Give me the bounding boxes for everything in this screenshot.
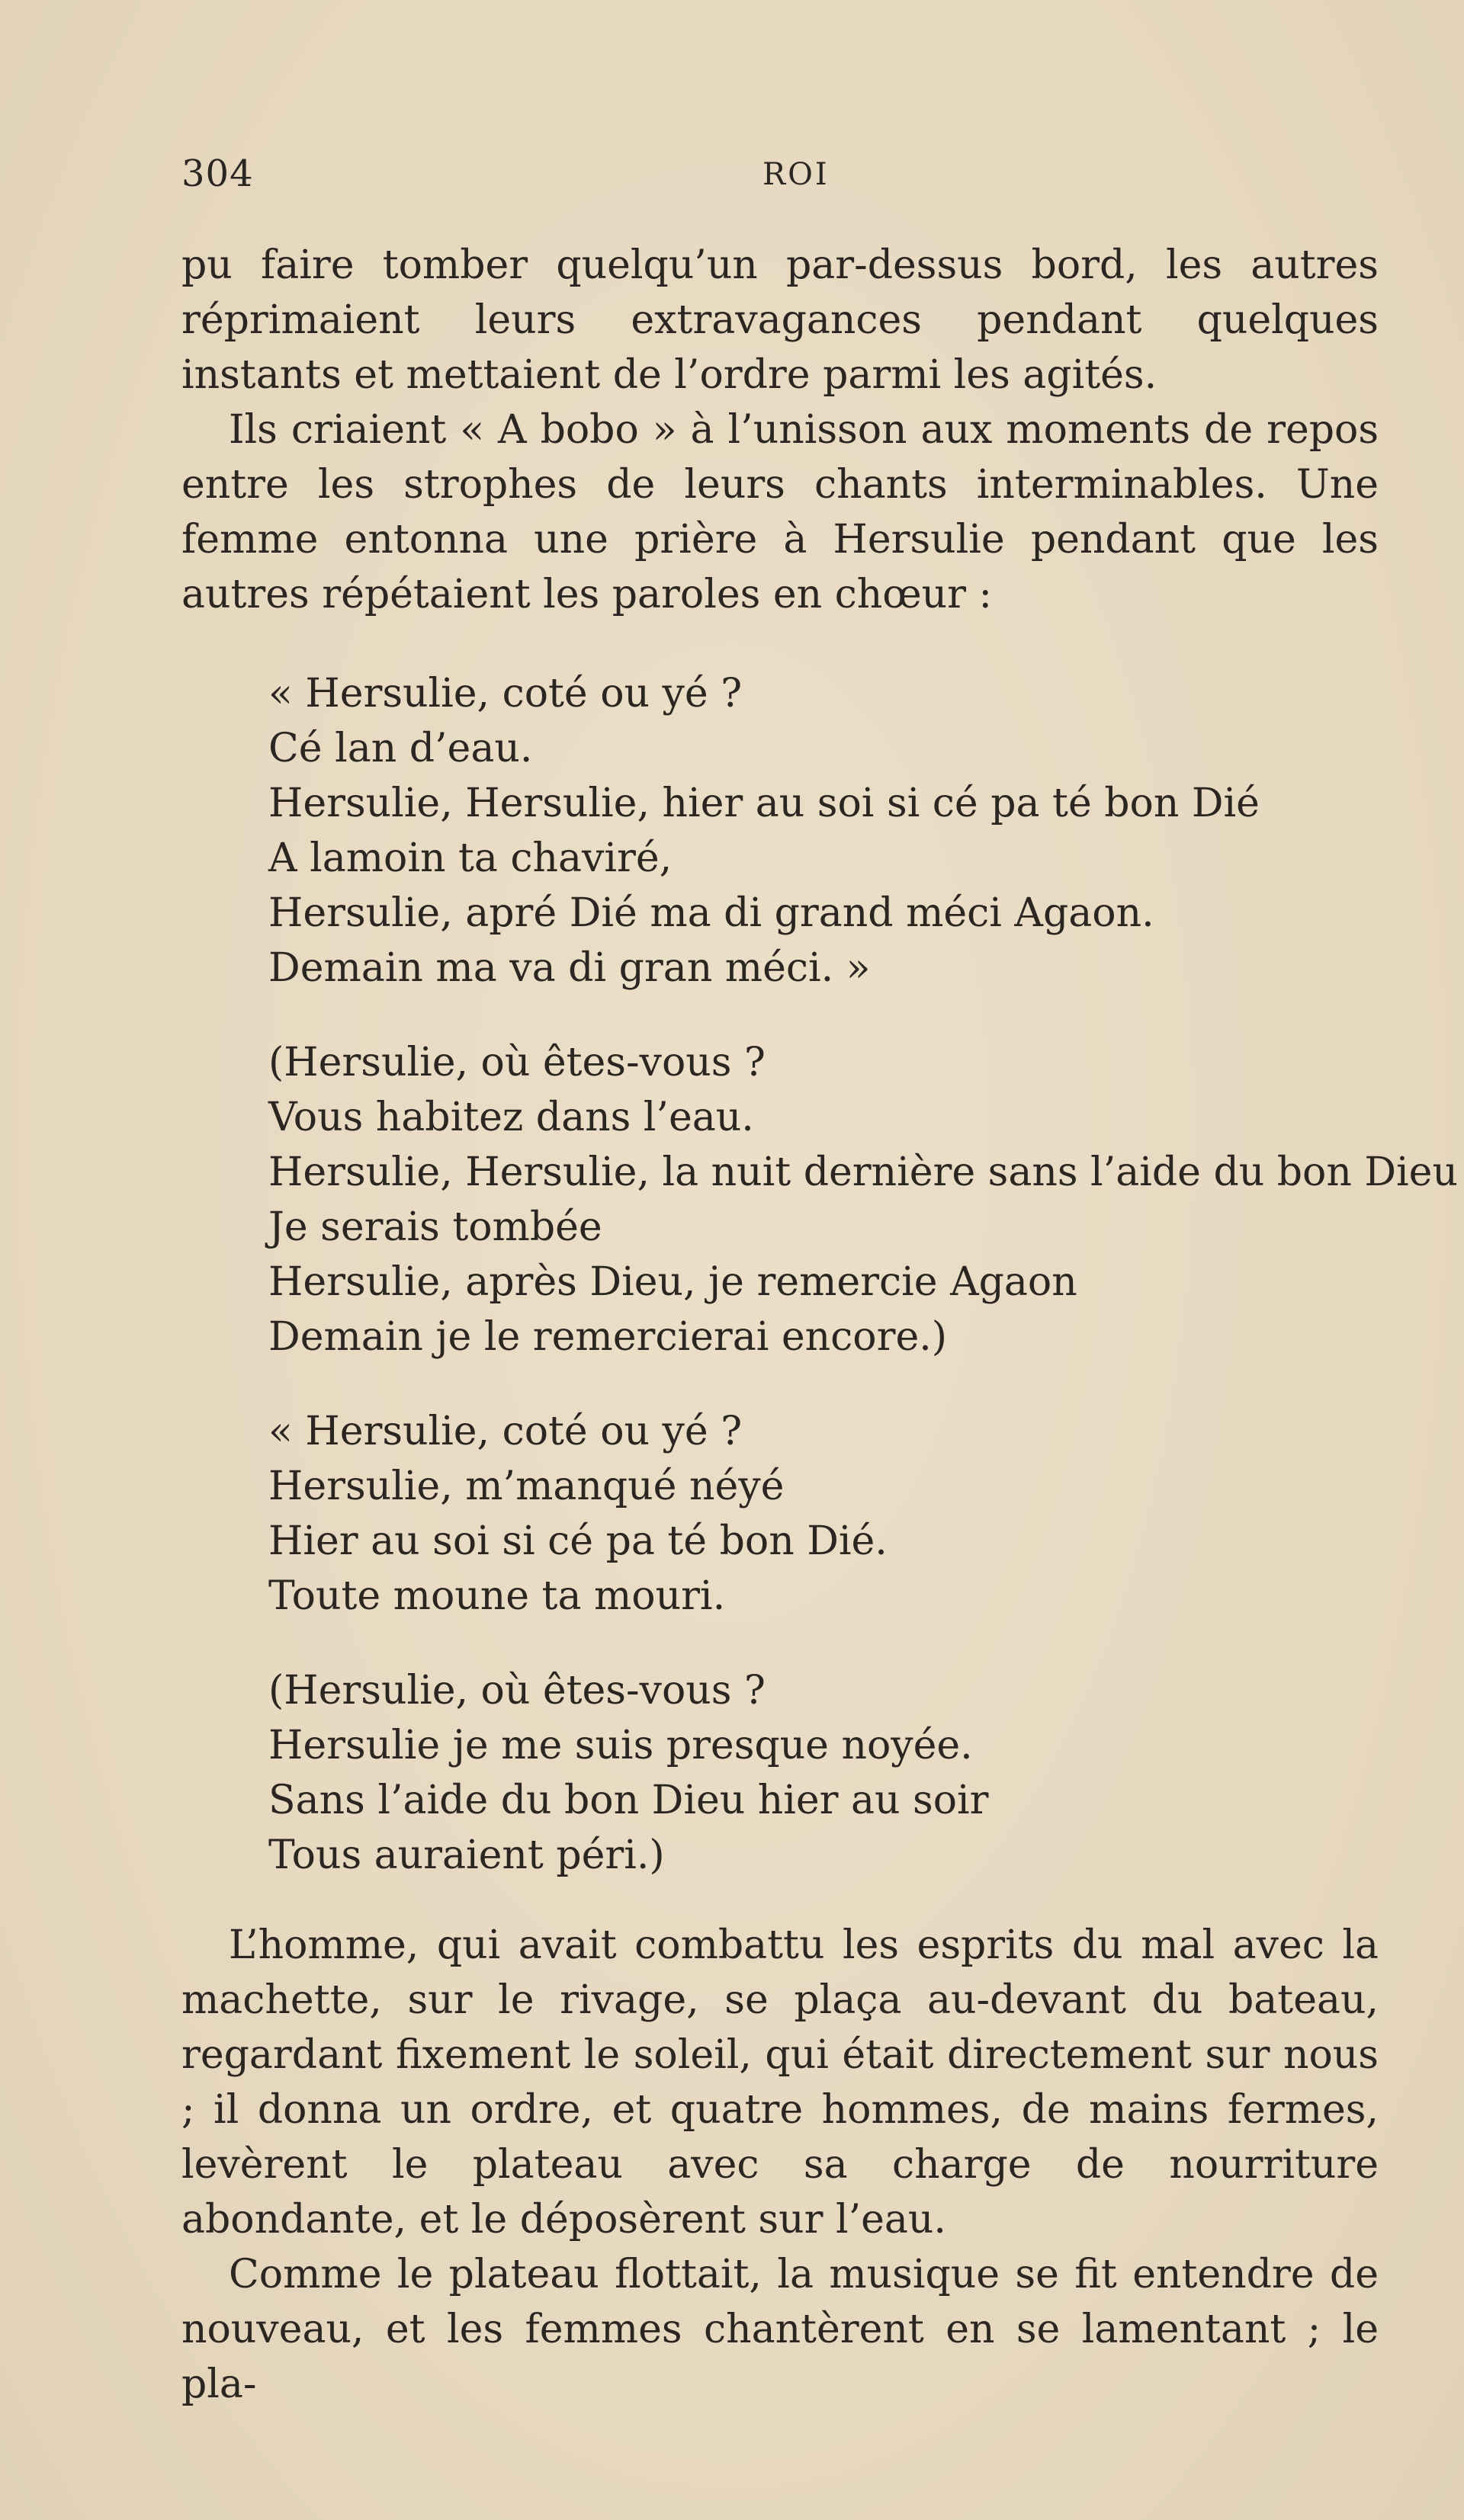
paragraph: Ils criaient « A bobo » à l’unisson aux moments de repos entre les strophes de leurs chants interminables. Une femme entonna une prière à Hersulie pendant que les autres répétaient les paroles en chœur : <box>181 407 1379 617</box>
running-head <box>0 152 1464 206</box>
verse-line: Hier au soi si cé pa té bon Dié. <box>268 1518 888 1564</box>
verse-line: Toute moune ta mouri. <box>268 1573 726 1619</box>
verse-stanza <box>181 1663 1379 1883</box>
verse-line: « Hersulie, coté ou yé ? <box>268 671 743 717</box>
verse-line: Hersulie, apré Dié ma di grand méci Agaon. <box>268 890 1154 936</box>
paragraph: pu faire tomber quelqu’un par-dessus bord, les autres réprimaient leurs extravagances pendant quelques instants et mettaient de l’ordre parmi les agités. <box>181 242 1379 398</box>
verse-line: Vous habitez dans l’eau. <box>268 1095 754 1140</box>
paragraph: Comme le plateau flottait, la musique se fit entendre de nouveau, et les femmes chantèrent en se lamentant ; le pla- <box>181 2252 1379 2407</box>
verse-line: Sans l’aide du bon Dieu hier au soir <box>268 1778 989 1823</box>
running-title: ROI <box>762 157 830 192</box>
verse-line: Hersulie, après Dieu, je remercie Agaon <box>268 1259 1077 1305</box>
verse-line: Hersulie je me suis presque noyée. <box>268 1723 973 1768</box>
verse-line: (Hersulie, où êtes-vous ? <box>268 1040 766 1085</box>
verse-stanza <box>181 1035 1458 1364</box>
verse-line: Demain je le remercierai encore.) <box>268 1314 948 1360</box>
paragraph: L’homme, qui avait combattu les esprits du mal avec la machette, sur le rivage, se plaça au-devant du bateau, regardant fixement le soleil, qui était directement sur nous ; il donna un ordre, et quatre hommes, de mains fermes, levèrent le plateau avec sa charge de nourriture abondante, et le déposèrent sur l’eau. <box>181 1922 1379 2243</box>
page-number: 304 <box>181 152 254 195</box>
verse-line: Cé lan d’eau. <box>268 726 533 771</box>
verse-line: Je serais tombée <box>268 1204 602 1250</box>
verse-stanza <box>181 1404 1379 1624</box>
verse-line: Hersulie, Hersulie, la nuit dernière sans l’aide du bon Dieu <box>268 1149 1458 1195</box>
verse-line: (Hersulie, où êtes-vous ? <box>268 1668 766 1714</box>
verse-line: Hersulie, m’manqué néyé <box>268 1464 785 1509</box>
verse-line: Hersulie, Hersulie, hier au soi si cé pa té bon Dié <box>268 781 1260 826</box>
verse-line: Demain ma va di gran méci. » <box>268 945 871 991</box>
verse-line: « Hersulie, coté ou yé ? <box>268 1409 743 1454</box>
verse-stanza <box>181 666 1379 995</box>
verse-line: A lamoin ta chaviré, <box>268 835 673 881</box>
body-text <box>181 238 1458 2412</box>
verse-line: Tous auraient péri.) <box>268 1832 665 1878</box>
